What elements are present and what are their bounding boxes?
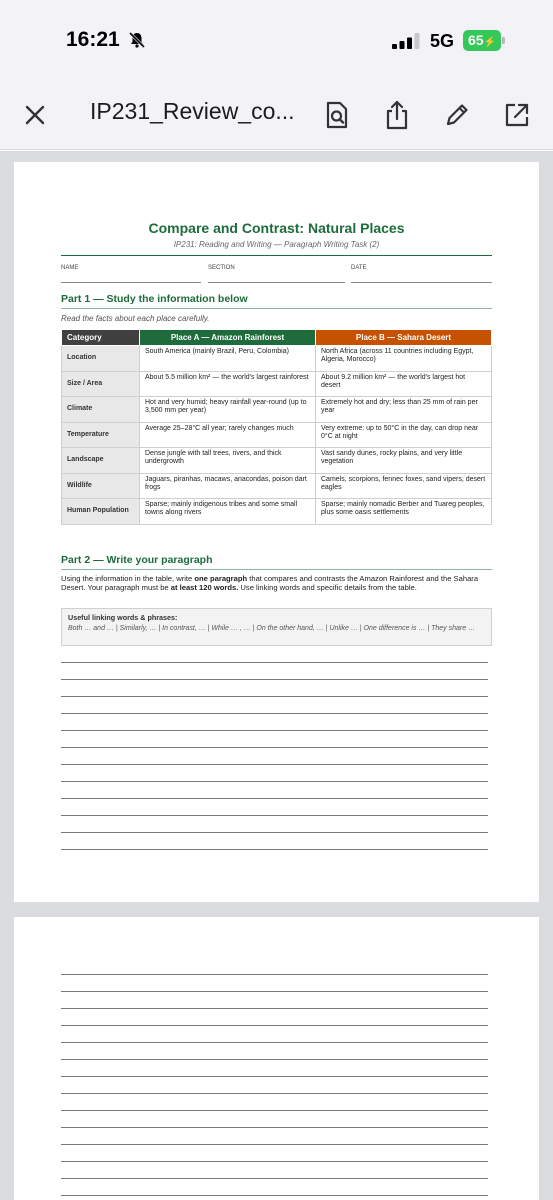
writing-line [61,1025,488,1026]
header-place-b: Place B — Sahara Desert [316,330,492,346]
app-toolbar [0,80,553,150]
document-page-1 [14,162,539,902]
header-category: Category [62,330,140,346]
writing-line [61,1059,488,1060]
find-in-document-icon [324,101,350,129]
row-place-b: Sparse; mainly nomadic Berber and Tuareg peoples, plus some oasis settlements [316,499,492,525]
part2-heading: Part 2 — Write your paragraph [61,554,213,566]
writing-line [61,781,488,782]
writing-line [61,798,488,799]
table-header-row [62,330,492,346]
table-row [62,422,492,448]
writing-line [61,815,488,816]
network-type: 5G [430,31,455,51]
part1-instructions: Read the facts about each place carefully. [61,314,210,323]
open-external-icon [504,102,530,128]
writing-line [61,849,488,850]
bell-muted-icon [128,31,146,49]
writing-line [61,1076,488,1077]
status-time: 16:21 [66,28,120,51]
date-label: DATE [351,265,367,271]
row-category: Location [62,346,140,372]
writing-line [61,1195,488,1196]
writing-line [61,662,488,663]
edit-button[interactable] [440,98,474,132]
table-row [62,397,492,423]
table-row [62,473,492,499]
worksheet-title: Compare and Contrast: Natural Places [148,220,405,236]
writing-line [61,747,488,748]
row-place-a: Dense jungle with tall trees, rivers, and thick undergrowth [140,448,316,474]
writing-line [61,679,488,680]
comparison-table [61,329,492,525]
signal-icon [392,33,422,49]
writing-line [61,713,488,714]
row-place-a: Sparse; mainly indigenous tribes and some small towns along rivers [140,499,316,525]
writing-line [61,1127,488,1128]
row-category: Size / Area [62,371,140,397]
row-place-a: Average 25–28°C all year; rarely changes much [140,422,316,448]
row-place-a: About 5.5 million km² — the world's largest rainforest [140,371,316,397]
name-line [61,282,201,283]
worksheet-subtitle: IP231: Reading and Writing — Paragraph Writing Task (2) [173,240,380,249]
find-in-document-button[interactable] [320,98,354,132]
row-category: Climate [62,397,140,423]
row-category: Temperature [62,422,140,448]
row-place-a: Hot and very humid; heavy rainfall year-round (up to 3,500 mm per year) [140,397,316,423]
document-page-2 [14,917,539,1200]
row-category: Wildlife [62,473,140,499]
part1-heading: Part 1 — Study the information below [61,293,248,305]
open-external-button[interactable] [500,98,534,132]
title-divider [61,255,492,256]
section-line [208,282,345,283]
writing-line [61,991,488,992]
row-place-b: About 9.2 million km² — the world's largest hot desert [316,371,492,397]
row-place-a: South America (mainly Brazil, Peru, Colombia) [140,346,316,372]
row-place-b: Vast sandy dunes, rocky plains, and very little vegetation [316,448,492,474]
row-place-b: Very extreme: up to 50°C in the day, can drop near 0°C at night [316,422,492,448]
share-button[interactable] [380,98,414,132]
table-row [62,448,492,474]
writing-line [61,730,488,731]
share-icon [384,100,410,130]
writing-line [61,832,488,833]
edit-pencil-icon [444,102,470,128]
table-row [62,346,492,372]
name-label: NAME [61,265,79,271]
date-line [351,282,492,283]
writing-line [61,1144,488,1145]
writing-line [61,974,488,975]
part2-divider [61,569,492,570]
writing-line [61,1178,488,1179]
linking-words-box [61,608,492,646]
writing-line [61,1110,488,1111]
row-category: Landscape [62,448,140,474]
table-row [62,371,492,397]
section-label: SECTION [208,265,235,271]
row-place-b: Camels, scorpions, fennec foxes, sand vipers, desert eagles [316,473,492,499]
row-place-b: North Africa (across 11 countries including Egypt, Algeria, Morocco) [316,346,492,372]
linking-words-list: Both … and … | Similarly, … | In contrast, … | While … , … | On the other hand, … | Unlike … | One difference is … | They share … [68,625,476,632]
row-place-a: Jaguars, piranhas, macaws, anacondas, poison dart frogs [140,473,316,499]
writing-line [61,696,488,697]
part1-divider [61,308,492,309]
writing-line [61,1093,488,1094]
table-row [62,499,492,525]
status-bar [0,0,553,80]
document-title: IP231_Review_co... [90,98,295,124]
linking-words-title: Useful linking words & phrases: [68,613,178,622]
row-place-b: Extremely hot and dry; less than 25 mm of rain per year [316,397,492,423]
close-icon [24,104,46,126]
writing-line [61,1161,488,1162]
close-button[interactable] [18,98,52,132]
battery-charging-icon [463,30,505,51]
header-place-a: Place A — Amazon Rainforest [140,330,316,346]
battery-level: 65⚡ [463,30,501,51]
writing-line [61,764,488,765]
document-viewer[interactable] [0,151,553,1200]
row-category: Human Population [62,499,140,525]
part2-instructions: Using the information in the table, write one paragraph that compares and contrasts the Amazon Rainforest and the Sahara Desert. Your paragraph must be at least 120 words. Use linking words and specific details from the table. [61,574,479,592]
writing-line [61,1008,488,1009]
writing-line [61,1042,488,1043]
